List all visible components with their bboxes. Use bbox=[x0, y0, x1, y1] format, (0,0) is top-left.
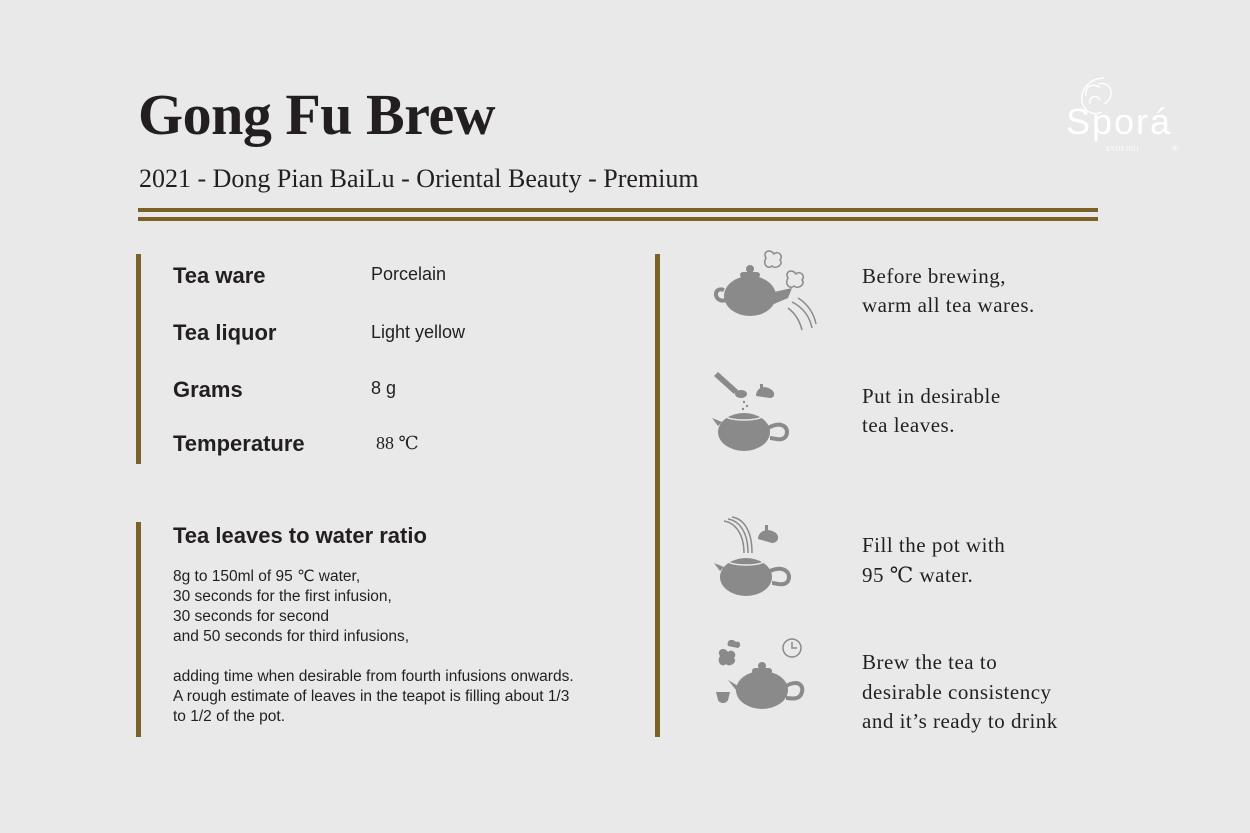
specs-accent-bar bbox=[136, 254, 141, 464]
ratio-line: adding time when desirable from fourth infusions onwards. bbox=[173, 668, 574, 685]
spec-label-tea-ware: Tea ware bbox=[173, 263, 266, 288]
brewing-timer-teapot-icon bbox=[712, 634, 812, 714]
page-title: Gong Fu Brew bbox=[138, 82, 496, 147]
ratio-title: Tea leaves to water ratio bbox=[173, 523, 427, 548]
spec-label-grams: Grams bbox=[173, 377, 243, 402]
add-leaves-teapot-icon bbox=[710, 368, 800, 458]
step-leaves-line: Put in desirable bbox=[862, 384, 1001, 408]
step-brew-line: and it’s ready to drink bbox=[862, 709, 1058, 733]
ratio-accent-bar bbox=[136, 522, 141, 737]
step-water-line: Fill the pot with bbox=[862, 533, 1006, 557]
column-divider bbox=[655, 254, 660, 737]
step-brew-line: Brew the tea to bbox=[862, 650, 998, 674]
step-brew-line: desirable consistency bbox=[862, 680, 1052, 704]
ratio-line: A rough estimate of leaves in the teapot is filling about 1/3 bbox=[173, 688, 570, 705]
step-warm-line: warm all tea wares. bbox=[862, 293, 1035, 317]
step-water-line: 95 ℃ water. bbox=[862, 563, 974, 587]
ratio-line: and 50 seconds for third infusions, bbox=[173, 628, 410, 645]
header-rule-bottom bbox=[138, 217, 1098, 221]
logo-wordmark: Sporá bbox=[1066, 101, 1173, 142]
ratio-line: 30 seconds for the first infusion, bbox=[173, 588, 392, 605]
warming-teapot-icon bbox=[708, 248, 823, 333]
header-rule-top bbox=[138, 208, 1098, 212]
step-leaves-line: tea leaves. bbox=[862, 413, 955, 437]
spec-value-tea-liquor: Light yellow bbox=[371, 322, 466, 342]
spec-value-tea-ware: Porcelain bbox=[371, 264, 447, 284]
ratio-line: 30 seconds for second bbox=[173, 608, 329, 625]
logo-registered-mark: ® bbox=[1172, 144, 1178, 153]
page-subtitle: 2021 - Dong Pian BaiLu - Oriental Beauty - Premium bbox=[139, 164, 699, 193]
logo-estd: ESTD 2021 bbox=[1106, 145, 1140, 153]
step-warm-line: Before brewing, bbox=[862, 264, 1006, 288]
pour-water-teapot-icon bbox=[710, 515, 800, 605]
ratio-line: 8g to 150ml of 95 ℃ water, bbox=[173, 568, 361, 585]
spec-value-grams: 8 g bbox=[371, 378, 397, 398]
spec-label-temperature: Temperature bbox=[173, 431, 305, 456]
spec-value-temperature: 88 ℃ bbox=[376, 433, 419, 453]
spec-label-tea-liquor: Tea liquor bbox=[173, 320, 277, 345]
ratio-line: to 1/2 of the pot. bbox=[173, 708, 286, 725]
